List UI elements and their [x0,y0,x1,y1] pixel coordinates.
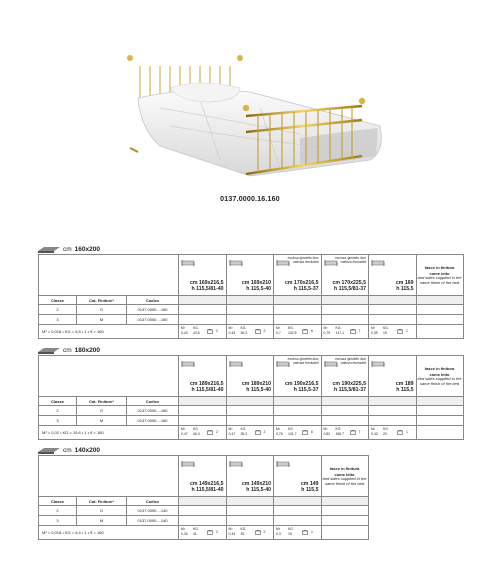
column-classe: Classe [39,397,77,406]
packaging-cell [274,325,322,339]
size-header-cell [226,456,274,497]
size-width: cm 189x216,5 [190,381,224,387]
kg-value: 41 [193,532,197,536]
classe-value: 2 [39,406,77,416]
blank-header [39,255,179,296]
size-height: h 115,5-37 [293,286,319,292]
finiture-value: M [77,516,127,526]
fasce-line1: fasce in finitura [329,466,360,471]
column-finiture: Cat. Finiture* [77,296,127,305]
kg-label: KG. [193,527,199,531]
m3-label: M³ [276,527,280,531]
price-cell [274,406,322,416]
package-box-icon [302,530,308,535]
size-height: h 115,5-37 [293,387,319,393]
m3-value: 0,47 [181,432,188,436]
m3-value: 0,39 [371,331,378,335]
price-cell [321,315,369,325]
classe-value: 3 [39,416,77,426]
fasce-line1: fasce in finitura [424,366,455,371]
rete-note: esclusa /giroletto /box valenza /excluded [287,256,319,264]
package-count: 1 [406,430,408,434]
empty-cell [179,296,227,305]
packaging-values [227,325,274,338]
package-box-icon [255,530,261,535]
kg-value: 147,1 [335,331,345,335]
size-height: h 115,5 [301,487,319,493]
m3-value: 0,43 [371,432,378,436]
packaging-values [322,325,369,338]
codice-value: 0137.0000....160 [127,315,179,325]
spec-table [38,254,464,339]
finiture-value: M [77,416,127,426]
column-codice: Codice [127,296,179,305]
kg-value: 141,7 [288,432,297,436]
packaging-row [39,426,464,440]
m3-label: M³ [228,427,233,431]
m3-value: 0,76 [276,432,283,436]
column-codice: Codice [127,497,179,506]
kg-value: 20 [383,432,387,436]
size-header-cell [369,255,417,296]
finiture-value: G [77,305,127,315]
size-height: h 115,5-40 [246,387,272,393]
kg-label: KG. [383,326,389,330]
price-cell [369,406,417,416]
m3-label: M³ [276,326,280,330]
packaging-cell [274,426,322,440]
packaging-cell [226,426,274,440]
size-height: h 115,5 [396,387,414,393]
size-header-row [39,255,464,296]
packaging-values [322,426,369,439]
codice-value: 0137.0000....180 [127,416,179,426]
kg-value: 15 [288,532,292,536]
packaging-values [179,426,226,439]
price-cell [226,416,274,426]
package-box-icon [207,329,213,334]
packaging-cell [321,426,369,440]
price-cell [226,315,274,325]
package-count: 2 [216,530,218,534]
empty-cell [321,296,369,305]
package-count: 7 [358,329,361,333]
kg-value: 36,3 [240,331,248,335]
package-count: 2 [263,530,266,534]
m3-value: 0,43 [181,331,188,335]
size-dimensions [396,381,414,393]
m3-label: M³ [371,326,375,330]
size-height: h 115,5-40 [246,286,272,292]
package-count: 2 [263,329,266,333]
packaging-cell [179,526,227,540]
table-row [39,416,464,426]
kg-label: KG. [383,427,389,431]
table-row [39,406,464,416]
price-cell [179,406,227,416]
bed-icon [38,447,60,454]
size-height: h 115,5/81-40 [191,487,224,493]
package-count: 1 [406,329,408,333]
size-header-cell [274,356,322,397]
kg-label: KG. [193,427,199,431]
empty-cell [416,296,463,305]
m3-label: M³ [228,326,233,330]
price-cell [226,406,274,416]
classe-value: 2 [39,305,77,315]
finiture-value: M [77,315,127,325]
size-header-row [39,456,369,497]
fasce-note [416,255,463,296]
spec-table [38,455,369,540]
empty-cell [321,497,368,506]
bed-size-icon [229,460,243,468]
package-box-icon [255,329,261,334]
size-width: cm 189 [395,381,414,387]
section-title-size: 160x200 [74,245,100,253]
size-dimensions [242,481,271,493]
bed-size-icon [371,259,385,267]
fasce-english: bed sides supplied in the same finish of the bed [417,376,462,386]
blank-header [39,356,179,397]
section-heading [38,244,100,254]
price-cell [416,315,463,325]
package-box-icon [350,329,356,334]
price-cell [179,416,227,426]
price-cell [321,506,368,516]
bed-size-icon [181,259,195,267]
table-row [39,315,464,325]
package-box-icon [397,329,403,334]
price-cell [416,305,463,315]
size-header-cell [179,456,227,497]
packaging-values [227,526,274,539]
empty-cell [179,497,227,506]
kg-value: 46,3 [193,432,200,436]
packaging-values [179,325,226,338]
kg-label: KG. [193,326,199,330]
m3-label: M³ [181,427,185,431]
section-title-size: 180x200 [74,346,100,354]
size-width: cm 169x210 [241,280,272,286]
size-dimensions [396,280,414,292]
size-header-row [39,356,464,397]
packaging-cell [321,325,369,339]
price-cell [321,406,369,416]
fasce-note [416,356,463,397]
pack-info: M³ = 0,018 • KG = 6,4 • 1 • € = 160 [39,526,179,540]
packaging-values [274,325,321,338]
size-header-cell [321,356,369,397]
size-width: cm 169x216,5 [190,280,224,286]
size-header-cell [274,255,322,296]
size-dimensions [333,381,366,393]
package-box-icon [302,329,308,334]
bed-size-icon [276,460,290,468]
empty-cell [416,426,463,440]
package-box-icon [302,430,308,435]
price-cell [226,305,274,315]
packaging-values [274,426,321,439]
price-cell [179,516,227,526]
kg-value: 30 [240,532,245,536]
pack-info: M³ = 0,02 • KG = 15,6 • 1 • € = 180 [39,426,179,440]
price-cell [416,416,463,426]
size-header-cell [369,356,417,397]
size-width: cm 149x216,5 [190,481,224,487]
price-cell [179,506,227,516]
size-height: h 115,5 [396,286,414,292]
price-cell [226,516,274,526]
package-count: 6 [311,329,313,333]
section-title-prefix: cm [63,346,72,354]
kg-label: KG. [288,427,294,431]
column-codice: Codice [127,397,179,406]
package-box-icon [255,430,261,435]
codice-value: 0137.0000....140 [127,506,179,516]
pack-info: M³ = 0,018 • KG = 6,5 • 1 • € = 160 [39,325,179,339]
size-width: cm 170x225,5 [332,280,367,286]
size-dimensions [190,481,223,493]
kg-value: 156,7 [335,432,345,436]
packaging-values [274,526,321,539]
kg-label: KG. [288,326,294,330]
bed-size-icon [181,360,195,368]
blank-header [39,456,179,497]
finiture-value: G [77,506,127,516]
size-width: cm 149 [300,481,319,487]
package-box-icon [397,430,403,435]
codice-value: 0137.0000....160 [127,305,179,315]
size-height: h 115,5/81-40 [191,387,224,393]
packaging-cell [179,426,227,440]
column-finiture: Cat. Finiture* [77,497,127,506]
packaging-values [227,426,274,439]
kg-value: 43,6 [193,331,200,335]
package-count: 1 [311,530,313,534]
empty-cell [226,497,274,506]
table-row [39,516,369,526]
kg-label: KG. [240,326,247,330]
kg-value: 132,5 [288,331,297,335]
bed-size-icon [181,460,195,468]
size-width: cm 190x225,5 [332,381,367,387]
bed-size-icon [371,360,385,368]
size-dimensions [242,280,271,292]
packaging-row [39,526,369,540]
package-count: 7 [358,430,361,434]
rete-note: esclusa /giroletto /box valenza /excluded [335,357,367,365]
m3-label: M³ [323,326,328,330]
size-width: cm 149x210 [241,481,272,487]
empty-cell [226,397,274,406]
size-dimensions [333,280,366,292]
size-height: h 115,5/81-37 [334,387,367,393]
packaging-values [179,526,226,539]
size-header-cell [226,356,274,397]
rete-note: esclusa /giroletto /box valenza /excluded [287,357,319,365]
size-header-cell [226,255,274,296]
size-dimensions [285,381,318,393]
bed-icon [38,246,60,253]
size-dimensions [242,381,271,393]
packaging-cell [369,325,417,339]
column-classe: Classe [39,497,77,506]
classe-value: 3 [39,516,77,526]
kg-label: KG. [335,427,342,431]
empty-cell [321,526,368,540]
price-cell [369,305,417,315]
price-cell [321,305,369,315]
section-heading [38,345,100,355]
m3-value: 0,34 [181,532,188,536]
spec-table [38,355,464,440]
column-finiture: Cat. Finiture* [77,397,127,406]
size-dimensions [301,481,319,493]
column-header-row [39,497,369,506]
size-width: cm 189x210 [241,381,272,387]
packaging-row [39,325,464,339]
size-header-cell [179,356,227,397]
size-dimensions [285,280,318,292]
finiture-value: G [77,406,127,416]
price-cell [274,315,322,325]
m3-value: 0,82 [323,432,331,436]
section-title-prefix: cm [63,446,72,454]
m3-label: M³ [276,427,280,431]
size-width: cm 169 [395,280,414,286]
price-cell [321,516,368,526]
m3-value: 0,3 [276,532,281,536]
packaging-cell [274,526,322,540]
m3-value: 0,43 [228,331,236,335]
m3-value: 0,7 [276,331,281,335]
price-cell [179,315,227,325]
price-cell [179,305,227,315]
m3-value: 0,34 [228,532,236,536]
packaging-values [369,325,416,338]
kg-label: KG. [240,527,247,531]
bed-icon [38,347,60,354]
section-heading [38,445,100,455]
size-header-cell [179,255,227,296]
m3-label: M³ [181,326,185,330]
package-box-icon [350,430,356,435]
codice-value: 0137.0000....140 [127,516,179,526]
size-header-cell [274,456,322,497]
price-cell [274,416,322,426]
fasce-line1: fasce in finitura [424,265,455,270]
size-dimensions [190,381,223,393]
kg-value: 35,3 [240,432,248,436]
fasce-line2: come letto [429,270,450,276]
empty-cell [416,325,463,339]
price-cell [369,416,417,426]
brass-bed-photo [100,48,400,190]
package-count: 6 [311,430,313,434]
table-row [39,506,369,516]
package-count: 2 [216,329,218,333]
empty-cell [226,296,274,305]
price-cell [321,416,369,426]
m3-value: 0,47 [228,432,236,436]
rete-note: esclusa /giroletto /box valenza /excluded [335,256,367,264]
product-code: 0137.0000.16.160 [220,196,280,203]
price-cell [226,506,274,516]
packaging-cell [369,426,417,440]
package-box-icon [207,430,213,435]
fasce-english: bed sides supplied in the same finish of the bed [322,476,367,486]
packaging-values [369,426,416,439]
column-classe: Classe [39,296,77,305]
size-dimensions [190,280,223,292]
price-cell [369,315,417,325]
classe-value: 2 [39,506,77,516]
column-header-row [39,397,464,406]
empty-cell [179,397,227,406]
price-cell [274,506,322,516]
price-cell [416,406,463,416]
package-count: 2 [216,430,218,434]
packaging-cell [226,325,274,339]
fasce-line2: come letto [334,471,355,477]
kg-value: 19 [383,331,387,335]
empty-cell [274,497,322,506]
codice-value: 0137.0000....180 [127,406,179,416]
size-height: h 115,5/81-40 [191,286,224,292]
bed-size-icon [229,360,243,368]
packaging-cell [226,526,274,540]
package-box-icon [207,530,213,535]
size-height: h 115,5-40 [246,487,272,493]
m3-label: M³ [323,427,328,431]
empty-cell [416,397,463,406]
kg-label: KG. [288,527,294,531]
size-height: h 115,5/81-37 [334,286,367,292]
price-cell [274,305,322,315]
empty-cell [369,397,417,406]
bed-size-icon [229,259,243,267]
size-width: cm 190x216,5 [285,381,319,387]
classe-value: 3 [39,315,77,325]
fasce-line2: come letto [429,371,450,377]
kg-label: KG. [335,326,342,330]
m3-label: M³ [371,427,375,431]
fasce-note [321,456,368,497]
package-count: 2 [263,430,266,434]
size-header-cell [321,255,369,296]
packaging-cell [179,325,227,339]
column-header-row [39,296,464,305]
empty-cell [274,296,322,305]
section-title-size: 140x200 [74,446,100,454]
empty-cell [274,397,322,406]
empty-cell [369,296,417,305]
table-row [39,305,464,315]
size-width: cm 170x216,5 [285,280,319,286]
m3-label: M³ [228,527,233,531]
fasce-english: bed sides supplied in the same finish of the bed [417,275,462,285]
kg-label: KG. [240,427,247,431]
section-title-prefix: cm [63,245,72,253]
m3-label: M³ [181,527,185,531]
price-cell [274,516,322,526]
m3-value: 0,79 [323,331,331,335]
empty-cell [321,397,369,406]
